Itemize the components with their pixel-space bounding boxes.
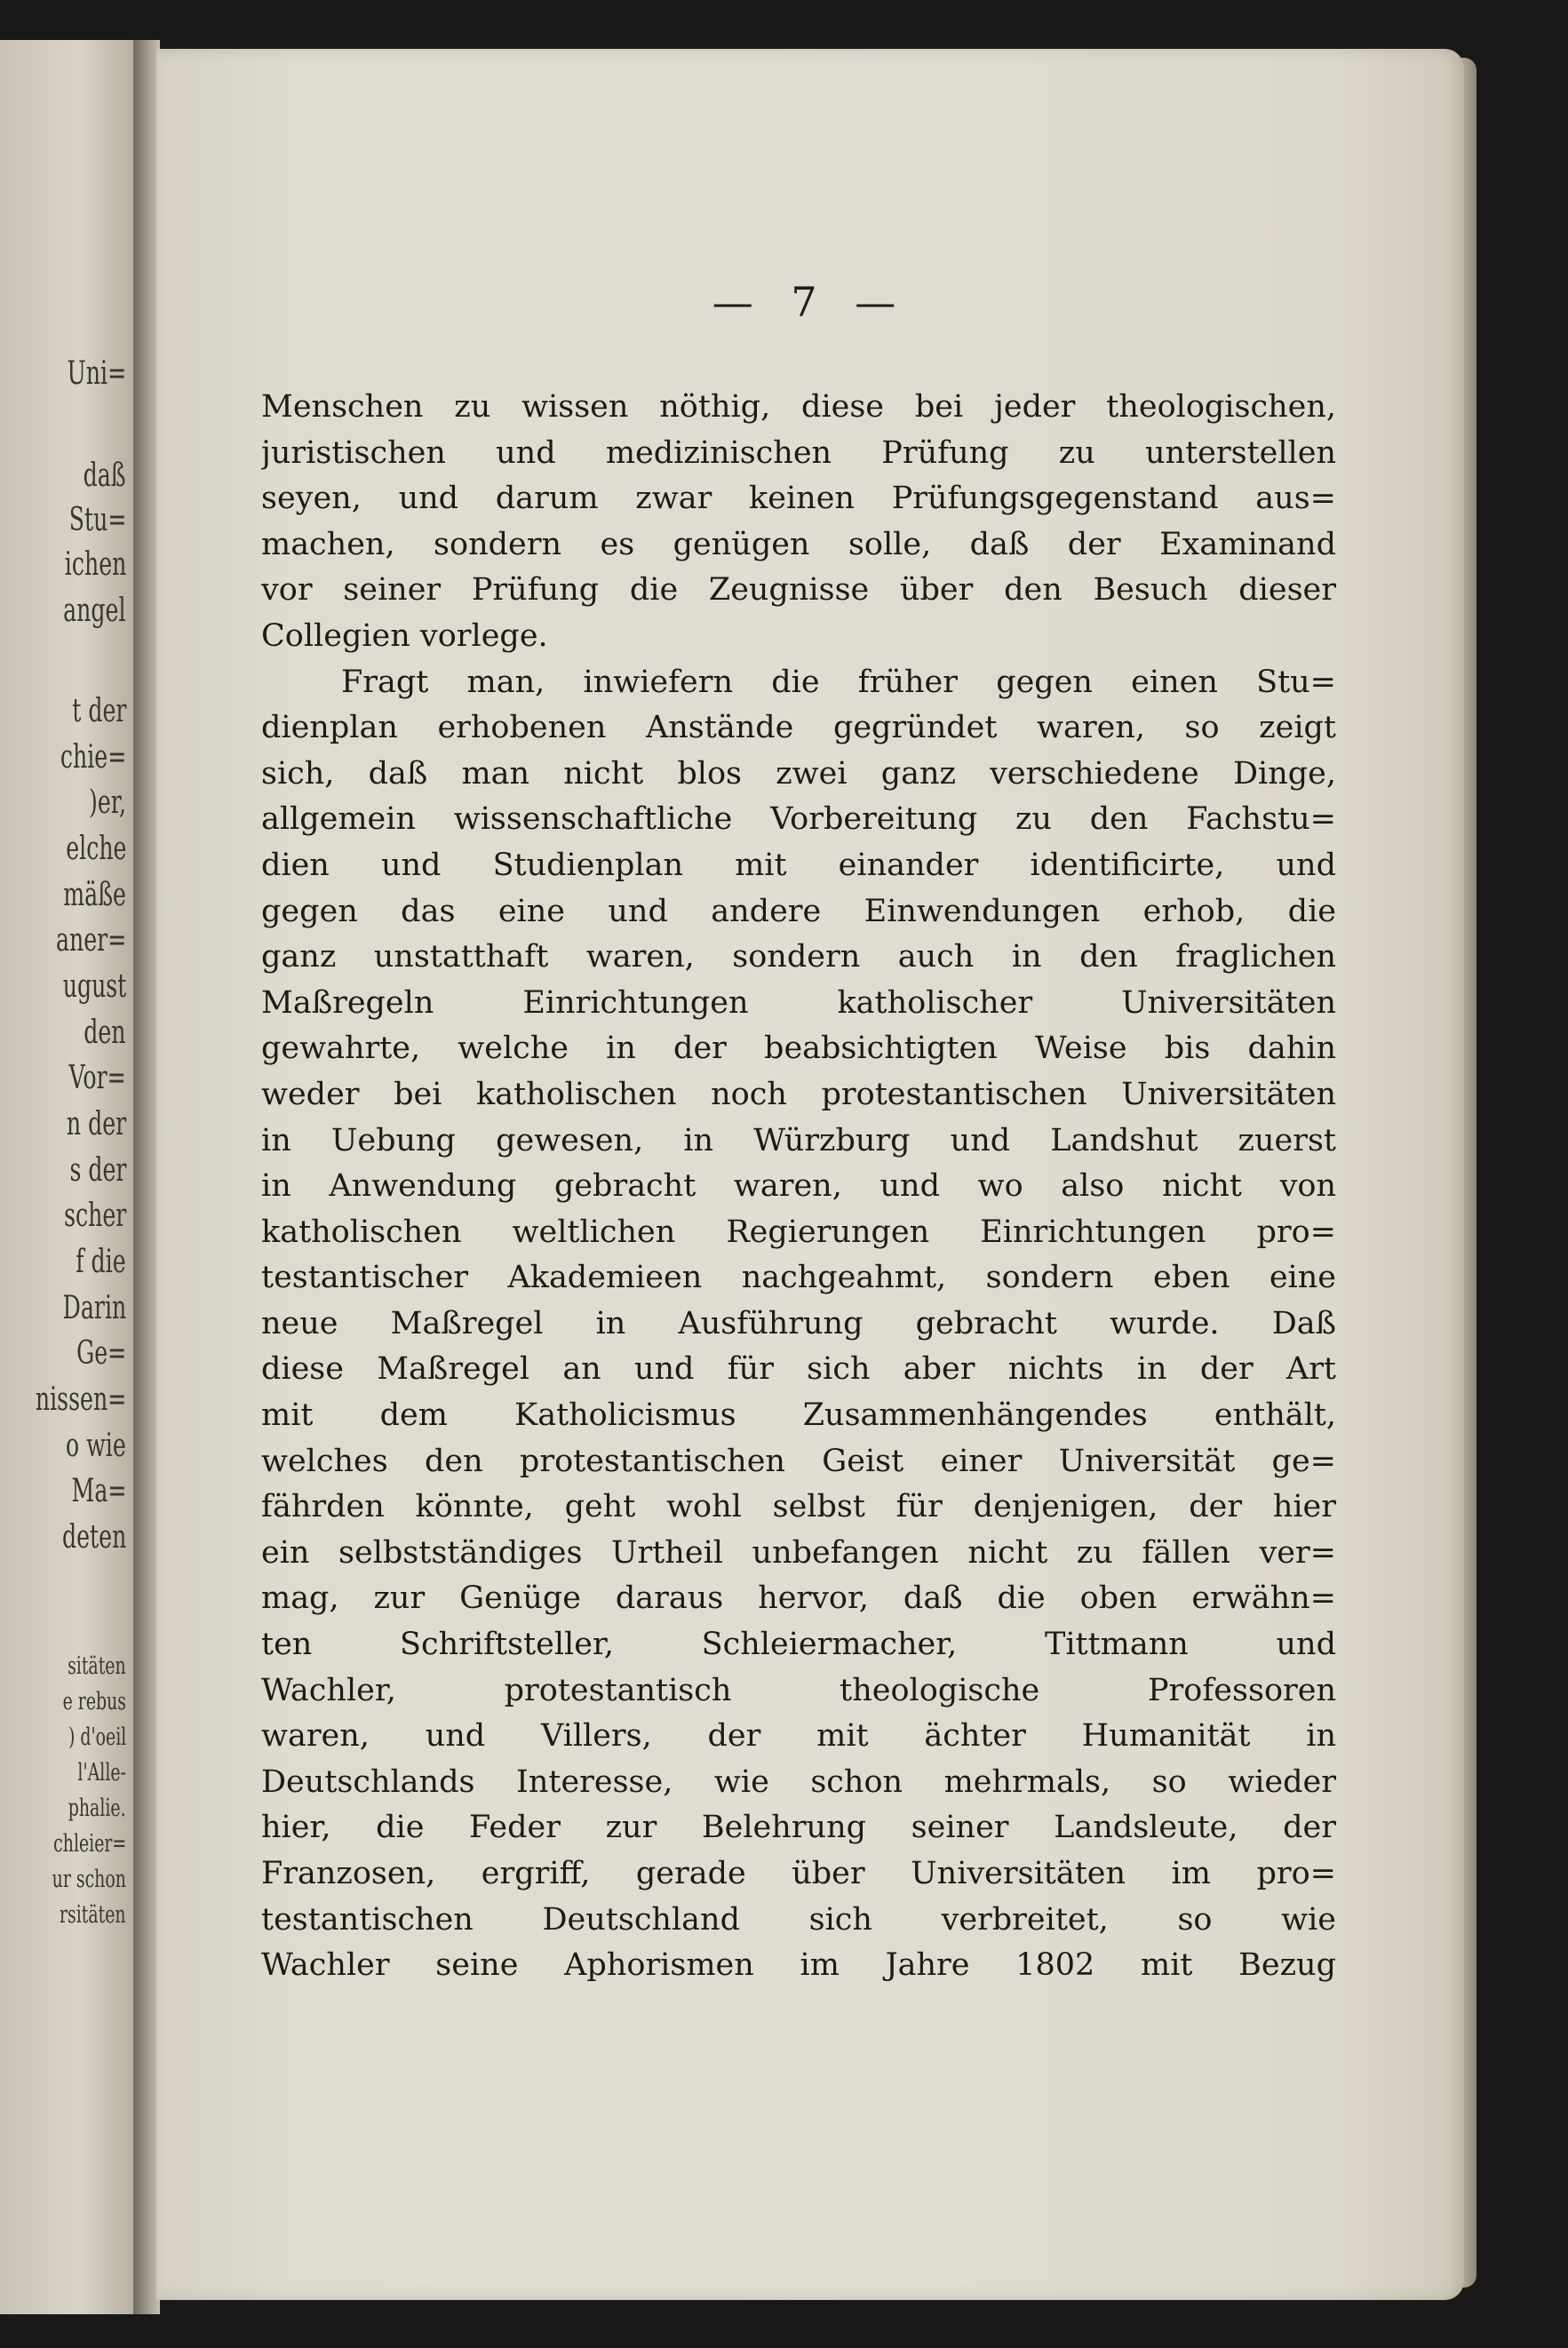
left-page-fragment: f die (76, 1244, 126, 1280)
text-line: katholischen weltlichen Regierungen Einrichtungen pro= (261, 1214, 1336, 1250)
text-line: ten Schriftsteller, Schleiermacher, Tittmann und (261, 1627, 1336, 1663)
text-line: sich, daß man nicht blos zwei ganz verschiedene Dinge, (261, 755, 1336, 792)
left-page-fragment: scher (63, 1198, 126, 1234)
left-page-fragment: elche (65, 831, 126, 867)
text-line: vor seiner Prüfung die Zeugnisse über den Besuch dieser (261, 572, 1336, 609)
left-page-fragment: chie= (60, 739, 126, 776)
text-line: Franzosen, ergriff, gerade über Universitäten im pro= (261, 1856, 1336, 1891)
text-line: Collegien vorlege. (261, 617, 548, 654)
text-line: ein selbstständiges Urtheil unbefangen nicht zu fällen ver= (261, 1534, 1336, 1571)
text-line: waren, und Villers, der mit ächter Humanität in (261, 1718, 1336, 1755)
paragraph-start-line: Fragt man, inwiefern die früher gegen einen Stu= (341, 664, 1336, 700)
left-page-fragment: Ge= (76, 1335, 126, 1372)
left-page-fragment: aner= (55, 922, 126, 959)
text-line: testantischer Akademieen nachgeahmt, sondern eben eine (261, 1260, 1336, 1296)
text-line: Wachler, protestantisch theologische Professoren (261, 1672, 1336, 1708)
left-page-fragment: daß (84, 458, 126, 494)
right-page (156, 49, 1464, 2300)
text-line: testantischen Deutschland sich verbreitet, so wie (261, 1901, 1336, 1938)
left-page-fragment: deten (61, 1519, 126, 1556)
left-page-fragment: Vor= (68, 1060, 126, 1096)
left-page-fragment: Uni= (67, 355, 126, 392)
left-page-footnote-fragment: phalie. (68, 1795, 126, 1822)
left-page-fragment: )er, (88, 784, 126, 821)
left-page-edge (0, 40, 133, 2314)
text-line: welches den protestantischen Geist einer Universität ge= (261, 1443, 1336, 1479)
text-line: dien und Studienplan mit einander identificirte, und (261, 847, 1336, 883)
left-page-fragment: angel (63, 593, 126, 629)
text-line: allgemein wissenschaftliche Vorbereitung zu den Fachstu= (261, 801, 1336, 838)
text-line: seyen, und darum zwar keinen Prüfungsgegenstand aus= (261, 481, 1336, 517)
left-page-fragment: Darin (62, 1290, 126, 1326)
left-page-fragment: nissen= (35, 1381, 126, 1418)
left-page-footnote-fragment: ) d'oeil (68, 1723, 126, 1751)
text-line: dienplan erhobenen Anstände gegründet waren, so zeigt (261, 710, 1336, 746)
page-number: — 7 — (712, 278, 909, 326)
left-page-fragment: mäße (63, 877, 126, 913)
left-page-footnote-fragment: chleier= (52, 1830, 126, 1858)
text-line: weder bei katholischen noch protestantischen Universitäten (261, 1076, 1336, 1112)
left-page-fragment: ichen (64, 546, 126, 583)
text-line: Deutschlands Interesse, wie schon mehrmals, so wieder (261, 1763, 1336, 1800)
left-page-fragment: t der (71, 693, 126, 729)
left-page-fragment: ugust (62, 968, 126, 1005)
text-line: in Anwendung gebracht waren, und wo also nicht von (261, 1168, 1336, 1205)
text-line: machen, sondern es genügen solle, daß der Examinand (261, 526, 1336, 562)
text-line: Wachler seine Aphorismen im Jahre 1802 mit Bezug (261, 1947, 1336, 1984)
text-line: juristischen und medizinischen Prüfung zu unterstellen (261, 434, 1336, 471)
text-line: mit dem Katholicismus Zusammenhängendes enthält, (261, 1397, 1336, 1434)
text-line: gewahrte, welche in der beabsichtigten Weise bis dahin (261, 1031, 1336, 1067)
left-page-fragment: Stu= (68, 502, 126, 538)
left-page-footnote-fragment: l'Alle- (77, 1759, 126, 1787)
text-line: in Uebung gewesen, in Würzburg und Landshut zuerst (261, 1122, 1336, 1158)
text-line: neue Maßregel in Ausführung gebracht wurde. Daß (261, 1305, 1336, 1341)
left-page-footnote-fragment: e rebus (62, 1688, 126, 1715)
left-page-fragment: s der (68, 1152, 126, 1189)
left-page-footnote-fragment: ur schon (52, 1866, 126, 1893)
text-line: Maßregeln Einrichtungen katholischer Universitäten (261, 984, 1336, 1021)
left-page-footnote-fragment: sitäten (68, 1652, 126, 1680)
body-text (261, 385, 1336, 1989)
left-page-fragment: Ma= (71, 1473, 126, 1509)
left-page-fragment: o wie (66, 1428, 126, 1464)
left-page-fragment: n der (66, 1106, 126, 1142)
left-page-footnote-fragment: rsitäten (60, 1901, 126, 1929)
text-line: mag, zur Genüge daraus hervor, daß die oben erwähn= (261, 1580, 1336, 1617)
text-line: gegen das eine und andere Einwendungen erhob, die (261, 893, 1336, 929)
left-page-fragment: den (84, 1015, 126, 1051)
text-line: diese Maßregel an und für sich aber nichts in der Art (261, 1351, 1336, 1388)
text-line: hier, die Feder zur Belehrung seiner Landsleute, der (261, 1810, 1336, 1846)
text-line: fährden könnte, geht wohl selbst für denjenigen, der hier (261, 1489, 1336, 1525)
text-line: Menschen zu wissen nöthig, diese bei jeder theologischen, (261, 389, 1336, 425)
text-line: ganz unstatthaft waren, sondern auch in den fraglichen (261, 939, 1336, 975)
